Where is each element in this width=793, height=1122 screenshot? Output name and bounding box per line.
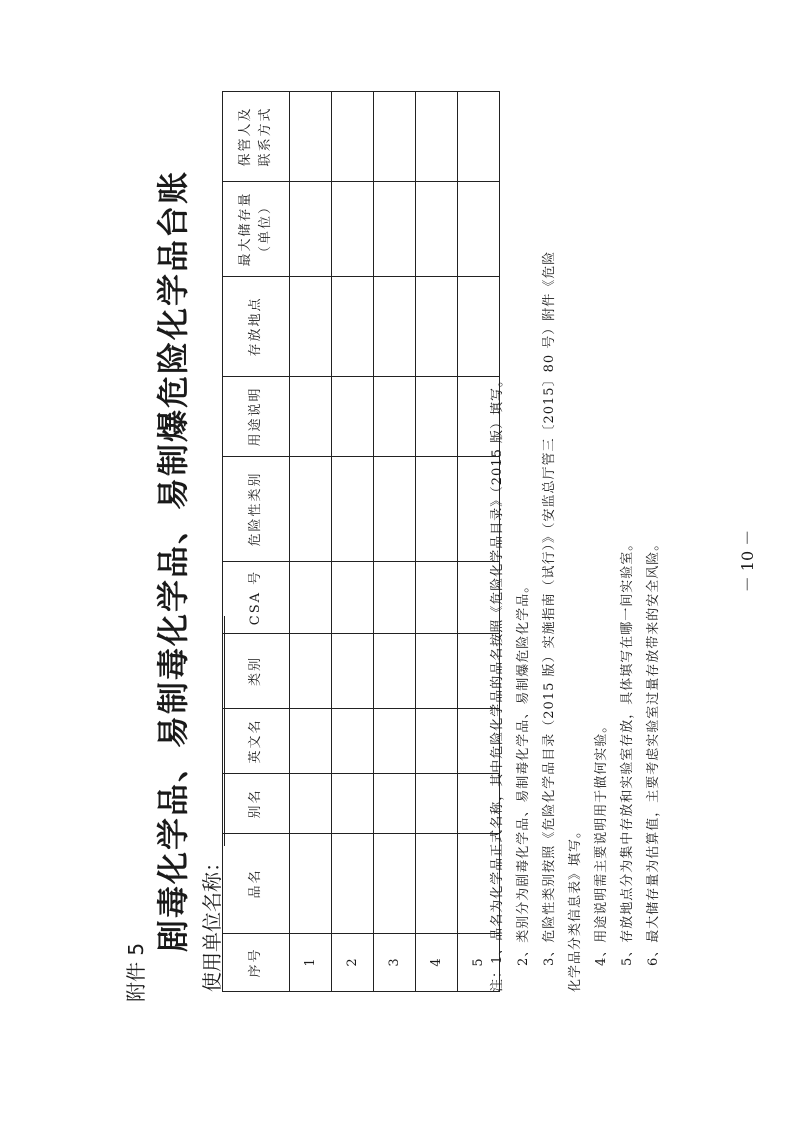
table-cell [290,634,332,709]
table-cell [416,774,458,834]
unit-name-field [196,616,225,992]
attachment-label: 附件 5 [124,942,148,1002]
unit-name-label: 使用单位名称： [200,852,224,992]
header-index: 序号 [223,934,290,992]
row-index-cell: 1 [290,934,332,992]
header-max-storage: 最大储存量 （单位） [223,182,290,277]
table-cell [332,182,374,277]
table-cell [416,377,458,457]
page-title: 剧毒化学品、易制毒化学品、易制爆危险化学品台账 [154,170,192,953]
note-line: 5、存放地点分为集中存放和实验室存放，具体填写在哪一间实验室。 [620,536,635,966]
chemical-ledger-table [222,91,500,992]
table-cell [290,834,332,934]
table-row [290,92,332,992]
table-cell [374,457,416,562]
table-cell [332,709,374,774]
table-cell [332,774,374,834]
table-row [374,92,416,992]
table-cell [290,377,332,457]
table-cell [332,634,374,709]
note-line: 化学品分类信息表》填写。 [568,823,583,992]
page-number: － 10 － [738,529,757,593]
table-cell [290,457,332,562]
table-cell [290,277,332,377]
header-hazard-class: 危险性类别 [223,457,290,562]
row-index-cell: 5 [458,934,500,992]
header-location: 存放地点 [223,277,290,377]
header-alias: 别名 [223,774,290,834]
table-cell [290,562,332,634]
note-line: 3、危险性类别按照《危险化学品目录（2015 版）实施指南（试行）》（安监总厅管三〔2015〕80 号）附件《危险 [542,250,557,966]
header-keeper: 保管人及 联系方式 [223,92,290,182]
table-cell [374,377,416,457]
table-cell [416,709,458,774]
table-cell [416,92,458,182]
table-cell [332,377,374,457]
table-cell [332,562,374,634]
table-cell [374,709,416,774]
note-line: 4、用途说明需主要说明用于做何实验。 [594,718,609,966]
table-cell [374,562,416,634]
table-row [332,92,374,992]
table-cell [332,834,374,934]
row-index-cell: 2 [332,934,374,992]
table-cell [416,182,458,277]
table-cell [374,182,416,277]
header-name: 品名 [223,834,290,934]
table-cell [416,634,458,709]
table-header-row [223,92,290,992]
table-cell [332,277,374,377]
table-cell [374,277,416,377]
row-index-cell: 4 [416,934,458,992]
table-cell [374,774,416,834]
header-english-name: 英文名 [223,709,290,774]
table-cell [290,709,332,774]
header-usage: 用途说明 [223,377,290,457]
table-cell [290,182,332,277]
note-line: 2、类别分为剧毒化学品、易制毒化学品、易制爆危险化学品。 [516,578,531,966]
table-cell [332,457,374,562]
row-index-cell: 3 [374,934,416,992]
table-cell [374,834,416,934]
table-cell [374,634,416,709]
table-cell [416,834,458,934]
table-cell [332,92,374,182]
table-cell [290,774,332,834]
header-csa: CSA 号 [223,562,290,634]
table-cell [416,457,458,562]
table-cell [416,562,458,634]
header-category: 类别 [223,634,290,709]
table-row [416,92,458,992]
notes-section [485,92,667,992]
table-cell [374,92,416,182]
table-cell [290,92,332,182]
table-cell [416,277,458,377]
note-line: 注：1、品名为化学品正式名称，其中危险化学品的品名按照《危险化学品目录》（2015 版）填写。 [490,373,505,992]
note-line: 6、最大储存量为估算值，主要考虑实验室过量存放带来的安全风险。 [646,536,661,966]
